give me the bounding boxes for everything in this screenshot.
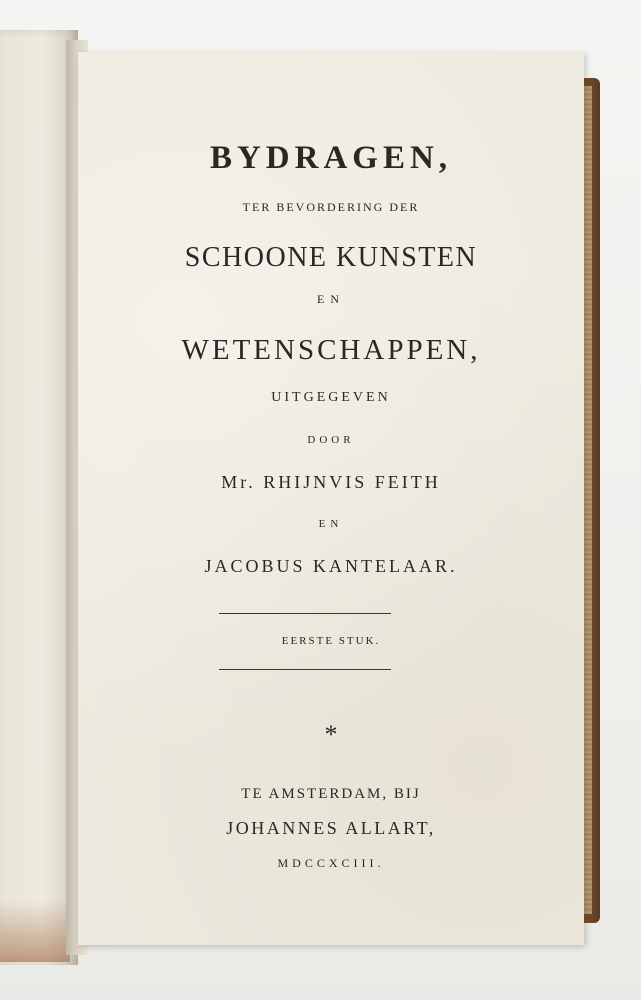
by-line: DOOR: [307, 434, 355, 446]
asterisk-ornament: *: [324, 720, 338, 749]
title-page: [78, 52, 584, 945]
left-cover-edge: [0, 900, 70, 962]
divider-rule-bottom: [219, 669, 391, 670]
subtitle-line-4: UITGEGEVEN: [271, 390, 391, 405]
part-label: EERSTE STUK.: [281, 635, 381, 647]
conjunction-line-2: EN: [318, 518, 344, 530]
author-2: JACOBUS KANTELAAR.: [204, 556, 458, 576]
imprint-year: MDCCXCIII.: [277, 856, 385, 870]
subtitle-line-1: TER BEVORDERING DER: [242, 200, 420, 214]
imprint-place: TE AMSTERDAM, BIJ: [241, 786, 421, 802]
subtitle-line-3: WETENSCHAPPEN,: [181, 334, 481, 366]
subtitle-line-2: SCHOONE KUNSTEN: [184, 242, 478, 273]
divider-rule-top: [219, 613, 391, 614]
book-title: BYDRAGEN,: [209, 140, 453, 176]
conjunction-line-1: EN: [317, 292, 345, 306]
author-1: Mr. RHIJNVIS FEITH: [221, 472, 441, 492]
imprint-publisher: JOHANNES ALLART,: [226, 818, 436, 838]
